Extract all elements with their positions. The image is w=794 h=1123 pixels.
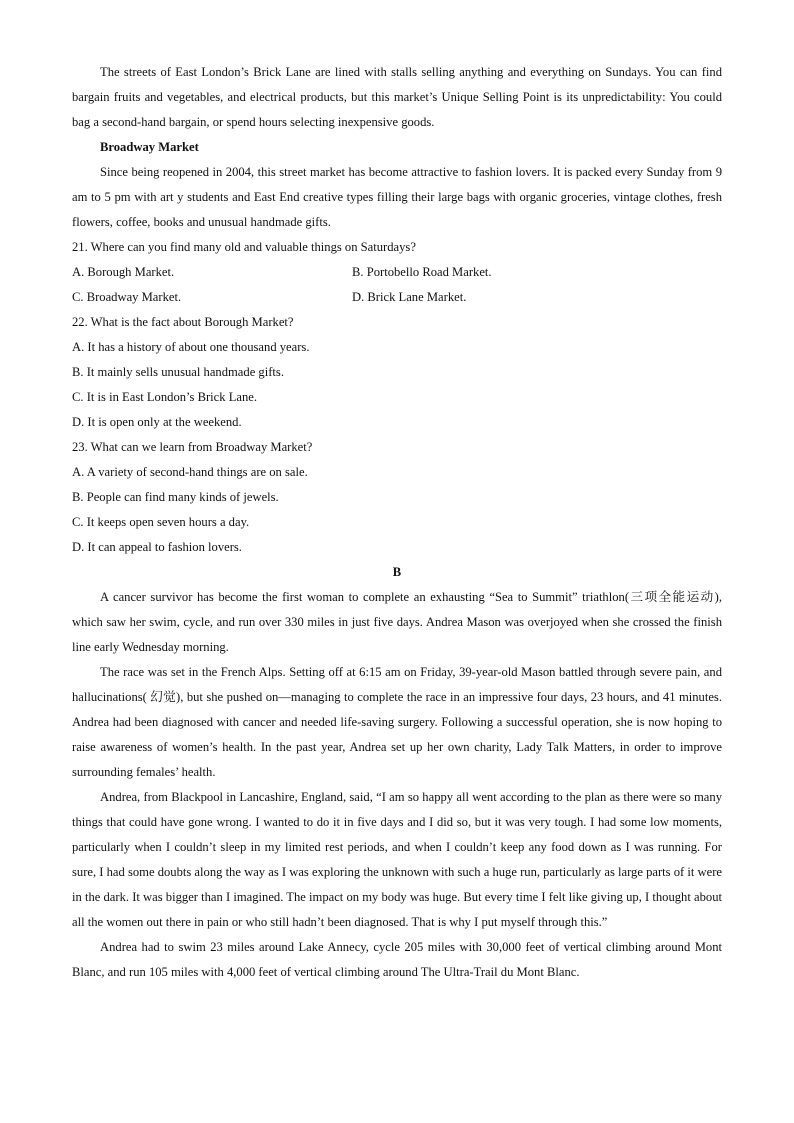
option-d: D. It is open only at the weekend. xyxy=(72,415,242,429)
option-d: D. It can appeal to fashion lovers. xyxy=(72,540,242,554)
question-stem: 22. What is the fact about Borough Market? xyxy=(72,315,294,329)
option-a: A. A variety of second-hand things are on sale. xyxy=(72,465,308,479)
section-letter-b: B xyxy=(392,565,402,579)
question-stem: 21. Where can you find many old and valuable things on Saturdays? xyxy=(72,240,416,254)
option-c: C. It keeps open seven hours a day. xyxy=(72,515,250,529)
option-c: C. It is in East London’s Brick Lane. xyxy=(72,390,258,404)
option-a: A. It has a history of about one thousand years. xyxy=(72,340,310,354)
option-b: B. It mainly sells unusual handmade gifts. xyxy=(72,365,284,379)
passage-b-paragraph-1: A cancer survivor has become the first woman to complete an exhausting “Sea to Summit” triathlon(三项全能运动), which saw her swim, cycle, and run over 330 miles in just five days. Andrea Mason was overjoyed when she crossed the finish line early Wednesday morning. xyxy=(72,590,722,654)
option-b: B. People can find many kinds of jewels. xyxy=(72,490,279,504)
option-b: B. Portobello Road Market. xyxy=(352,265,492,279)
option-d: D. Brick Lane Market. xyxy=(352,290,467,304)
options-row xyxy=(72,285,722,310)
question-21 xyxy=(72,235,722,310)
page-content xyxy=(72,60,722,985)
passage-b-paragraph-4: Andrea had to swim 23 miles around Lake Annecy, cycle 205 miles with 30,000 feet of vertical climbing around Mont Blanc, and run 105 miles with 4,000 feet of vertical climbing around The Ultra-Trail du Mont Blanc. xyxy=(72,940,722,979)
broadway-market-heading: Broadway Market xyxy=(100,140,199,154)
brick-lane-paragraph: The streets of East London’s Brick Lane are lined with stalls selling anything and everything on Sundays. You can find bargain fruits and vegetables, and electrical products, but this market’s Unique Selling Point is its unpredictability: You could bag a second-hand bargain, or spend hours selecting inexpensive goods. xyxy=(72,65,722,129)
question-23 xyxy=(72,435,722,560)
option-c: C. Broadway Market. xyxy=(72,290,182,304)
option-a: A. Borough Market. xyxy=(72,265,175,279)
passage-b-paragraph-2: The race was set in the French Alps. Setting off at 6:15 am on Friday, 39-year-old Mason battled through severe pain, and hallucinations( 幻觉), but she pushed on—managing to complete the race in an impressive four days, 23 hours, and 41 minutes. Andrea had been diagnosed with cancer and needed life-saving surgery. Following a successful operation, she is now hoping to raise awareness of women’s health. In the past year, Andrea set up her own charity, Lady Talk Matters, in order to improve surrounding females’ health. xyxy=(72,665,722,779)
question-22 xyxy=(72,310,722,435)
question-stem: 23. What can we learn from Broadway Market? xyxy=(72,440,313,454)
broadway-market-paragraph: Since being reopened in 2004, this street market has become attractive to fashion lovers. It is packed every Sunday from 9 am to 5 pm with art y students and East End creative types filling their large bags with organic groceries, vintage clothes, fresh flowers, coffee, books and unusual handmade gifts. xyxy=(72,165,722,229)
passage-b-paragraph-3: Andrea, from Blackpool in Lancashire, England, said, “I am so happy all went according to the plan as there were so many things that could have gone wrong. I wanted to do it in five days and I did so, but it was very tough. I had some low moments, particularly when I couldn’t sleep in my limited rest periods, and when I couldn’t keep any food down as I was running. For sure, I had some doubts along the way as I was exploring the unknown with such a huge run, particularly as large parts of it were in the dark. It was bigger than I imagined. The impact on my body was huge. But every time I felt like giving up, I thought about all the women out there in pain or who still hadn’t been diagnosed. That is why I put myself through this.” xyxy=(72,790,722,929)
options-row xyxy=(72,260,722,285)
